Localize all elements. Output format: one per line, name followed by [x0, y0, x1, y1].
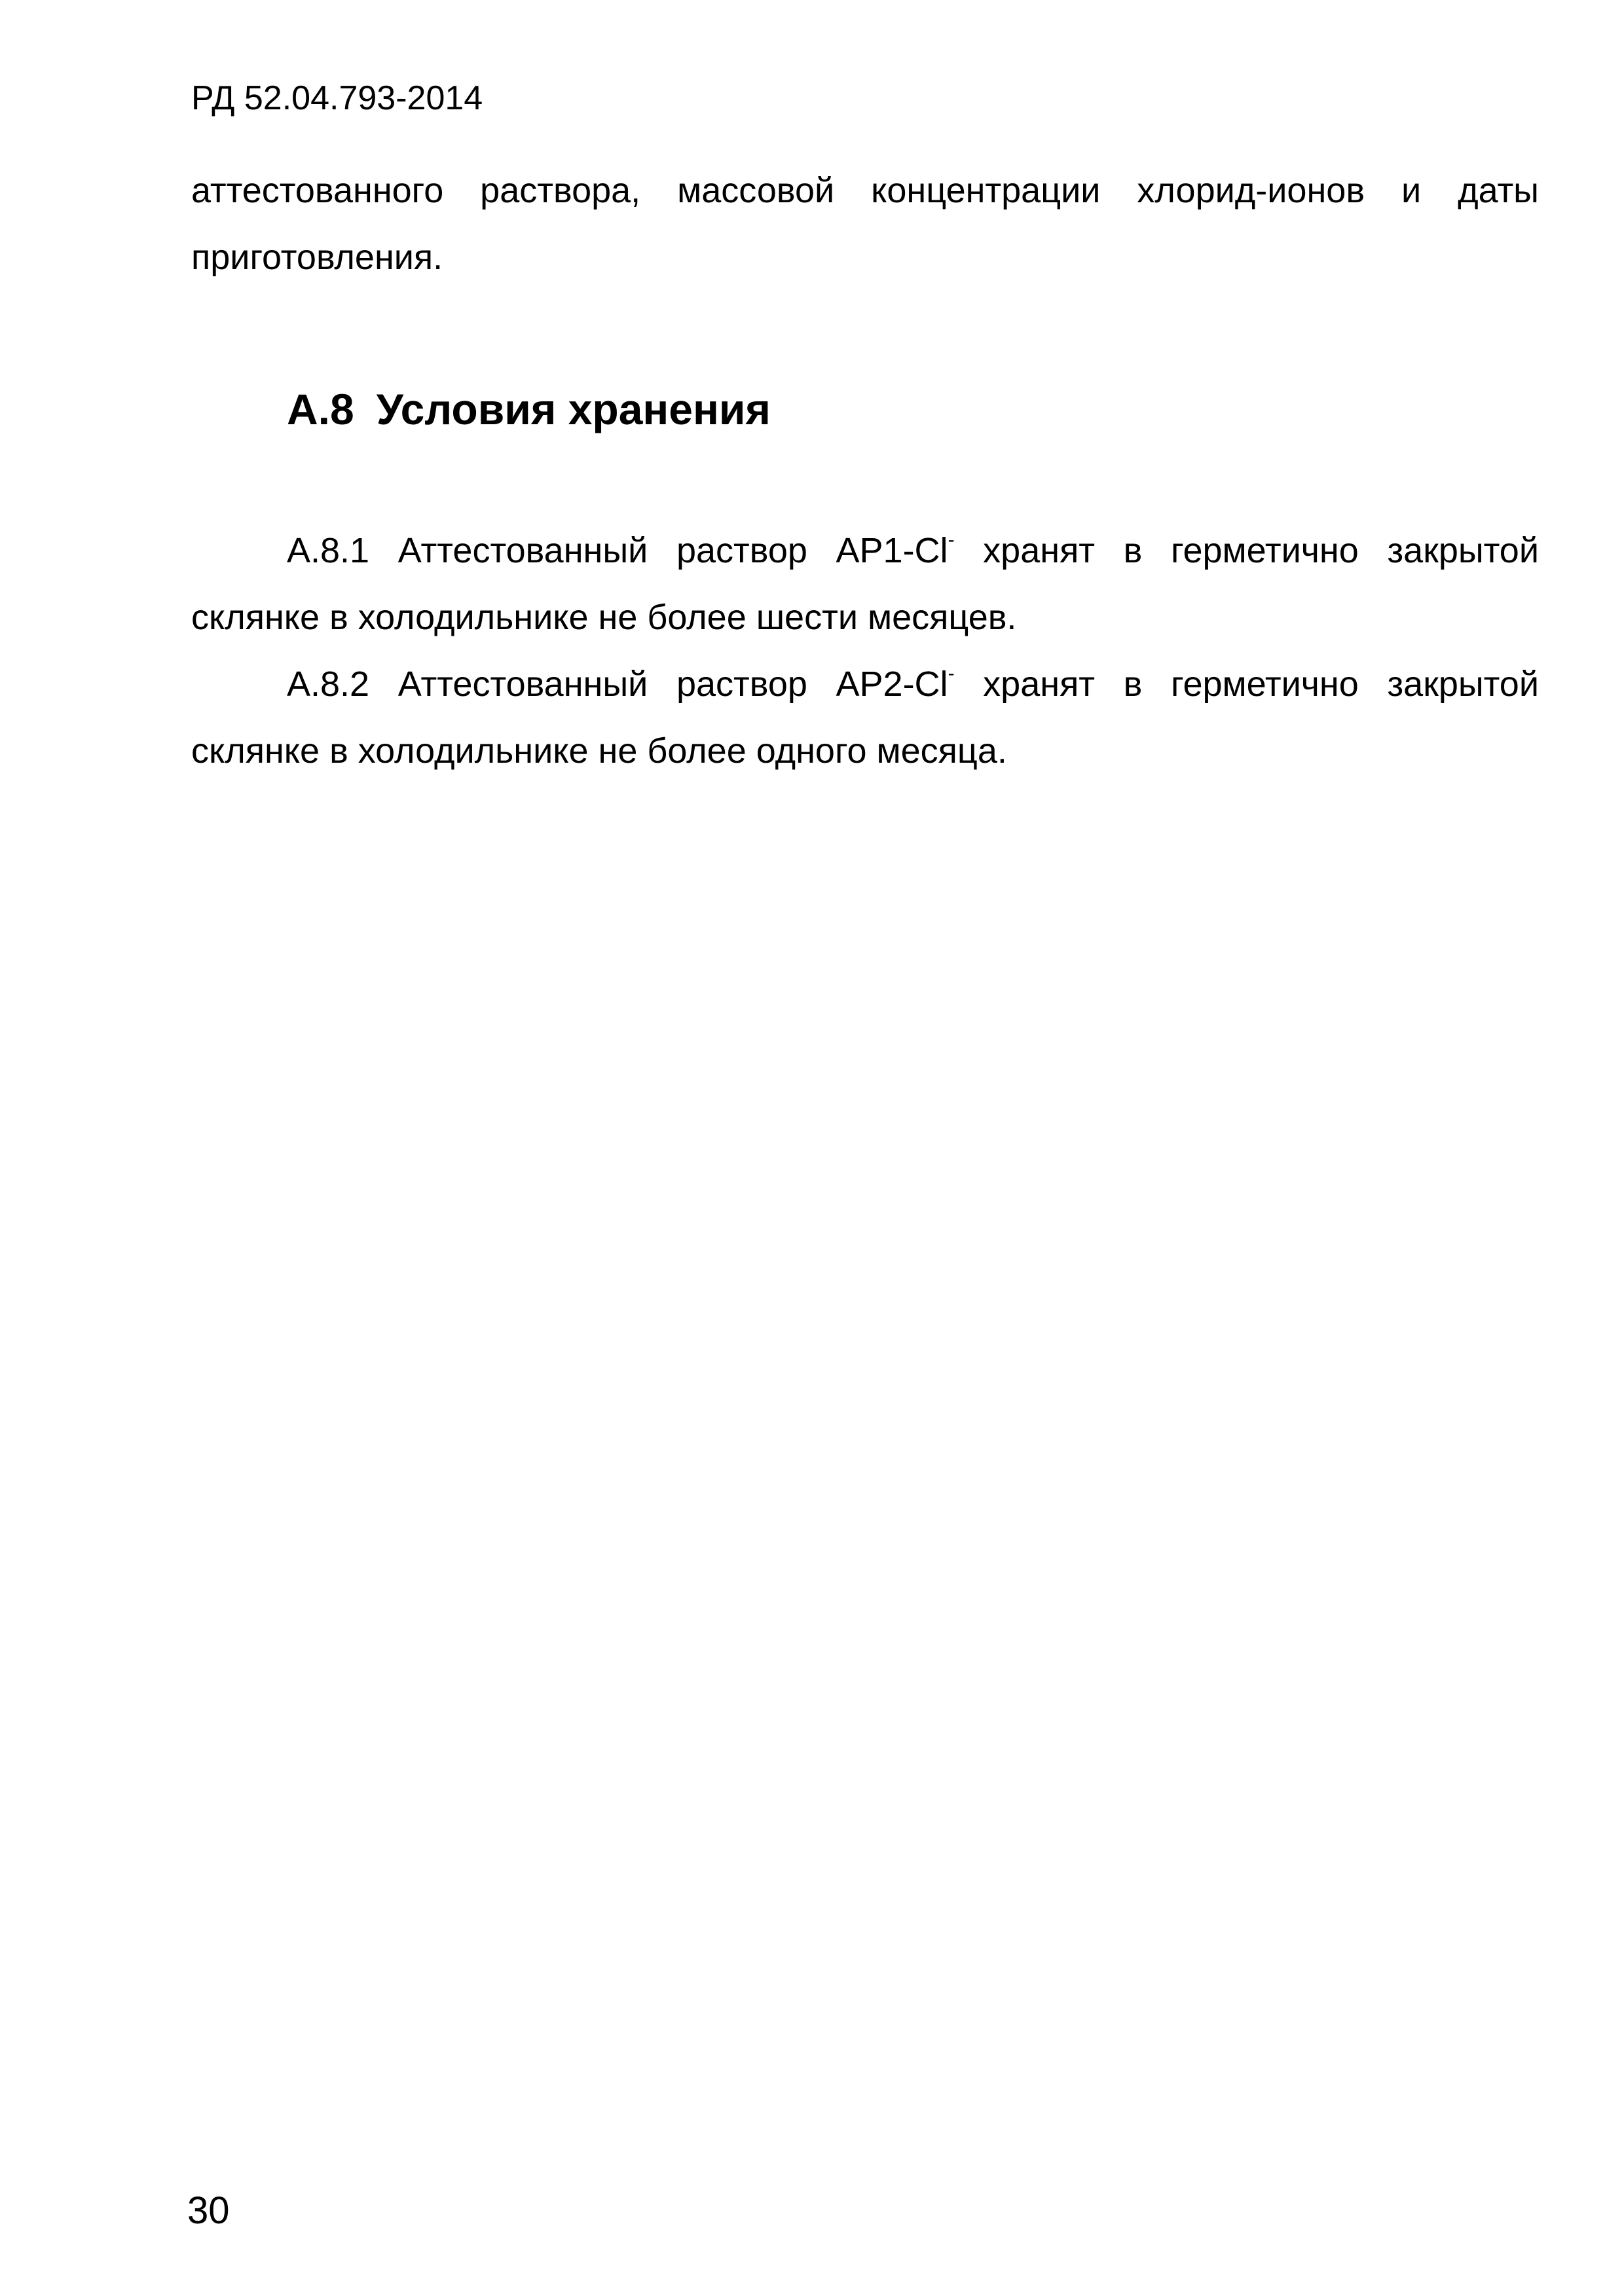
clause-number: А.8.1 [287, 531, 370, 570]
clause-a81 [191, 517, 1539, 651]
clause-a82 [191, 651, 1539, 784]
section-number: А.8 [287, 385, 354, 433]
clause-text-before: Аттестованный раствор АР2-Cl [397, 665, 948, 704]
clause-text-before: Аттестованный раствор АР1-Cl [397, 531, 948, 570]
clause-text-after: хранят в герметично закрытой склянке в холодильнике не более одного месяца. [191, 665, 1539, 771]
ion-charge-superscript: - [948, 663, 955, 684]
section-heading [287, 383, 771, 435]
continuation-paragraph: аттестованного раствора, массовой концентрации хлорид-ионов и даты приготовления. [191, 171, 1539, 277]
document-code: РД 52.04.793-2014 [191, 79, 483, 117]
clause-a81-paragraph [191, 517, 1539, 651]
page-number: 30 [187, 2189, 230, 2232]
clause-number: А.8.2 [287, 665, 370, 704]
section-title: Условия хранения [376, 385, 771, 433]
ion-charge-superscript: - [948, 529, 955, 551]
clause-text-after: хранят в герметично закрытой склянке в холодильнике не более шести месяцев. [191, 531, 1539, 637]
clause-a82-paragraph [191, 651, 1539, 784]
